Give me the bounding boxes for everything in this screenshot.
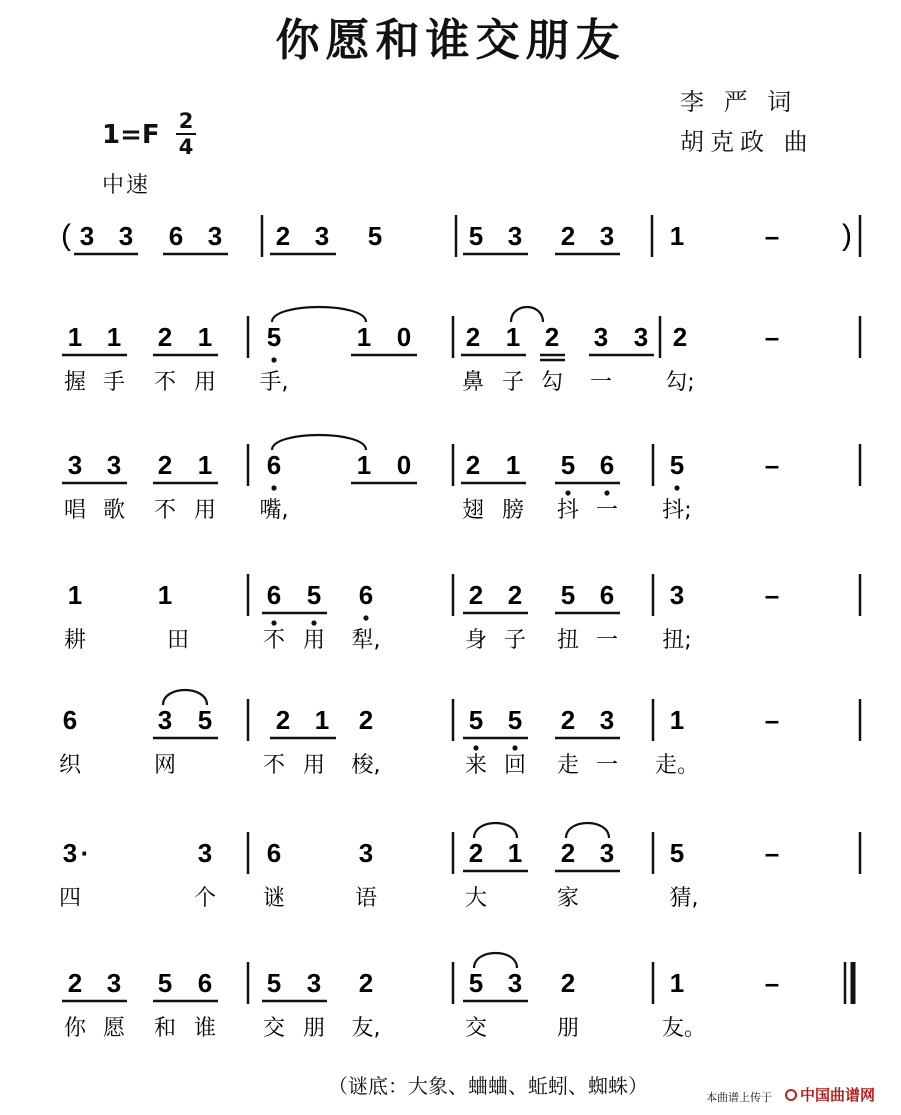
lyricist-credit: 李 严 词 bbox=[680, 88, 798, 116]
note: 2 bbox=[672, 322, 688, 352]
lyric-syllable: 歌 bbox=[102, 498, 126, 523]
site-name: 中国曲谱网 bbox=[800, 1086, 876, 1104]
note: 6 bbox=[197, 968, 213, 998]
paren-close: ) bbox=[842, 219, 852, 252]
note: 2 bbox=[157, 322, 173, 352]
low-octave-dot bbox=[271, 620, 276, 625]
lyric-syllable: 田 bbox=[166, 628, 190, 653]
lyric-syllable: 友。 bbox=[661, 1016, 707, 1041]
note: 2 bbox=[465, 450, 481, 480]
note: 5 bbox=[306, 580, 322, 610]
sustain-dash: – bbox=[764, 322, 780, 352]
note: 1 bbox=[197, 322, 213, 352]
low-octave-dot bbox=[271, 485, 276, 490]
note: 5 bbox=[197, 705, 213, 735]
lyric-syllable: 扭 bbox=[556, 628, 580, 653]
lyric-syllable: 网 bbox=[153, 753, 177, 778]
lyric-syllable: 个 bbox=[193, 886, 217, 911]
lyric-syllable: 子 bbox=[503, 628, 527, 653]
lyric-syllable: 用 bbox=[193, 370, 217, 395]
note: 3 bbox=[599, 705, 615, 735]
lyric-syllable: 不 bbox=[262, 628, 286, 653]
low-octave-dot bbox=[271, 357, 276, 362]
slur bbox=[163, 690, 207, 705]
lyric-syllable: 四 bbox=[58, 886, 82, 911]
note: 3 bbox=[358, 838, 374, 868]
note: 2 bbox=[560, 838, 576, 868]
slur bbox=[474, 953, 517, 968]
note: 2 bbox=[468, 580, 484, 610]
lyric-syllable: 一 bbox=[595, 628, 619, 653]
note: 3 bbox=[599, 221, 615, 251]
note: 3 bbox=[67, 450, 83, 480]
note: 3 bbox=[507, 968, 523, 998]
augmentation-dot: · bbox=[80, 838, 90, 868]
lyric-syllable: 扭; bbox=[662, 628, 692, 653]
note: 1 bbox=[67, 322, 83, 352]
lyric-syllable: 耕 bbox=[63, 628, 87, 653]
note: 6 bbox=[358, 580, 374, 610]
note: 6 bbox=[266, 580, 282, 610]
lyric-syllable: 用 bbox=[193, 498, 217, 523]
sustain-dash: – bbox=[764, 968, 780, 998]
note: 5 bbox=[266, 322, 282, 352]
note: 1 bbox=[157, 580, 173, 610]
lyric-syllable: 猜, bbox=[669, 886, 699, 911]
time-denominator: 4 bbox=[178, 135, 194, 159]
note: 2 bbox=[465, 322, 481, 352]
note: 6 bbox=[599, 580, 615, 610]
note: 1 bbox=[669, 968, 685, 998]
note: 2 bbox=[358, 705, 374, 735]
lyric-syllable: 走 bbox=[556, 753, 580, 778]
note: 0 bbox=[396, 322, 412, 352]
lyric-syllable: 朋 bbox=[302, 1016, 326, 1041]
note: 0 bbox=[396, 450, 412, 480]
note: 2 bbox=[507, 580, 523, 610]
note: 5 bbox=[468, 221, 484, 251]
lyric-syllable: 鼻 bbox=[461, 370, 485, 395]
note: 3 bbox=[79, 221, 95, 251]
riddle-answers: （谜底：大象、蛐蛐、蚯蚓、蜘蛛） bbox=[328, 1074, 648, 1098]
composer-credit: 胡克政 曲 bbox=[680, 128, 814, 156]
lyric-syllable: 梭, bbox=[351, 753, 381, 778]
lyric-syllable: 不 bbox=[153, 370, 177, 395]
note: 3 bbox=[669, 580, 685, 610]
note: 3 bbox=[207, 221, 223, 251]
lyric-syllable: 不 bbox=[153, 498, 177, 523]
lyric-syllable: 一 bbox=[595, 753, 619, 778]
lyric-syllable: 语 bbox=[354, 886, 378, 911]
note: 2 bbox=[560, 221, 576, 251]
note: 3 bbox=[593, 322, 609, 352]
note: 2 bbox=[560, 968, 576, 998]
lyric-syllable: 手, bbox=[259, 370, 289, 395]
note: 3 bbox=[118, 221, 134, 251]
lyric-syllable: 膀 bbox=[501, 498, 525, 523]
lyric-syllable: 手 bbox=[102, 370, 126, 395]
note: 1 bbox=[356, 450, 372, 480]
lyric-syllable: 勾 bbox=[540, 370, 564, 395]
lyric-syllable: 握 bbox=[63, 370, 87, 395]
lyric-syllable: 用 bbox=[302, 753, 326, 778]
note: 1 bbox=[505, 450, 521, 480]
upload-note: 本曲谱上传于 bbox=[706, 1091, 772, 1104]
lyric-syllable: 一 bbox=[589, 370, 613, 395]
note: 5 bbox=[669, 838, 685, 868]
key-signature: 1=F bbox=[102, 120, 160, 150]
note: 5 bbox=[507, 705, 523, 735]
note: 6 bbox=[599, 450, 615, 480]
sustain-dash: – bbox=[764, 838, 780, 868]
note: 3 bbox=[507, 221, 523, 251]
lyric-syllable: 谜 bbox=[262, 886, 286, 911]
lyric-syllable: 友, bbox=[351, 1016, 381, 1041]
lyric-syllable: 不 bbox=[262, 753, 286, 778]
note: 3 bbox=[62, 838, 78, 868]
note: 5 bbox=[560, 580, 576, 610]
lyric-syllable: 来 bbox=[464, 753, 488, 778]
time-numerator: 2 bbox=[178, 109, 194, 133]
lyric-syllable: 一 bbox=[595, 498, 619, 523]
lyric-syllable: 勾; bbox=[665, 370, 695, 395]
note: 5 bbox=[266, 968, 282, 998]
lyric-syllable: 抖 bbox=[556, 498, 580, 523]
note: 1 bbox=[507, 838, 523, 868]
note: 6 bbox=[266, 450, 282, 480]
lyric-syllable: 走。 bbox=[654, 753, 700, 778]
lyric-syllable: 大 bbox=[464, 886, 488, 911]
note: – bbox=[764, 221, 780, 251]
sustain-dash: – bbox=[764, 580, 780, 610]
note: 6 bbox=[62, 705, 78, 735]
sustain-dash: – bbox=[764, 705, 780, 735]
lyric-syllable: 谁 bbox=[193, 1016, 217, 1041]
note: 2 bbox=[275, 221, 291, 251]
note: 3 bbox=[599, 838, 615, 868]
low-octave-dot bbox=[363, 615, 368, 620]
note: 3 bbox=[197, 838, 213, 868]
slur bbox=[272, 435, 366, 450]
note: 1 bbox=[356, 322, 372, 352]
note: 2 bbox=[358, 968, 374, 998]
lyric-syllable: 子 bbox=[501, 370, 525, 395]
note: 5 bbox=[367, 221, 383, 251]
lyric-syllable: 交 bbox=[464, 1016, 488, 1041]
note: 5 bbox=[468, 705, 484, 735]
note: 2 bbox=[67, 968, 83, 998]
lyric-syllable: 织 bbox=[58, 753, 82, 778]
note: 2 bbox=[560, 705, 576, 735]
lyric-syllable: 愿 bbox=[102, 1016, 126, 1041]
note: 6 bbox=[168, 221, 184, 251]
lyric-syllable: 用 bbox=[302, 628, 326, 653]
note: 1 bbox=[314, 705, 330, 735]
lyric-syllable: 犁, bbox=[351, 628, 381, 653]
site-logo-icon bbox=[785, 1089, 797, 1101]
note: 3 bbox=[106, 968, 122, 998]
note: 1 bbox=[669, 705, 685, 735]
note: 3 bbox=[306, 968, 322, 998]
note: 5 bbox=[468, 968, 484, 998]
slur bbox=[474, 823, 517, 838]
note: 5 bbox=[560, 450, 576, 480]
low-octave-dot bbox=[674, 485, 679, 490]
lyric-syllable: 身 bbox=[464, 628, 488, 653]
low-octave-dot bbox=[565, 490, 570, 495]
paren-open: ( bbox=[61, 219, 71, 252]
lyric-syllable: 翅 bbox=[461, 498, 485, 523]
note: 1 bbox=[669, 221, 685, 251]
note: 2 bbox=[275, 705, 291, 735]
sustain-dash: – bbox=[764, 450, 780, 480]
note: 3 bbox=[314, 221, 330, 251]
lyric-syllable: 交 bbox=[262, 1016, 286, 1041]
song-title: 你愿和谁交朋友 bbox=[275, 15, 626, 66]
lyric-syllable: 朋 bbox=[556, 1016, 580, 1041]
lyric-syllable: 家 bbox=[556, 886, 580, 911]
note: 5 bbox=[669, 450, 685, 480]
note: 3 bbox=[106, 450, 122, 480]
note: 1 bbox=[67, 580, 83, 610]
slur bbox=[272, 307, 366, 322]
note: 2 bbox=[468, 838, 484, 868]
low-octave-dot bbox=[311, 620, 316, 625]
slur bbox=[511, 307, 543, 322]
tempo-marking: 中速 bbox=[102, 173, 151, 198]
note: 1 bbox=[106, 322, 122, 352]
note: 1 bbox=[505, 322, 521, 352]
slur bbox=[566, 823, 609, 838]
lyric-syllable: 唱 bbox=[63, 498, 87, 523]
note: 3 bbox=[633, 322, 649, 352]
low-octave-dot bbox=[604, 490, 609, 495]
lyric-syllable: 和 bbox=[153, 1016, 177, 1041]
note: 3 bbox=[157, 705, 173, 735]
note: 2 bbox=[157, 450, 173, 480]
lyric-syllable: 回 bbox=[503, 753, 527, 778]
low-octave-dot bbox=[512, 745, 517, 750]
low-octave-dot bbox=[473, 745, 478, 750]
note: 2 bbox=[544, 322, 560, 352]
note: 5 bbox=[157, 968, 173, 998]
note: 1 bbox=[197, 450, 213, 480]
lyric-syllable: 嘴, bbox=[259, 498, 289, 523]
note: 6 bbox=[266, 838, 282, 868]
lyric-syllable: 你 bbox=[63, 1016, 87, 1041]
lyric-syllable: 抖; bbox=[662, 498, 692, 523]
